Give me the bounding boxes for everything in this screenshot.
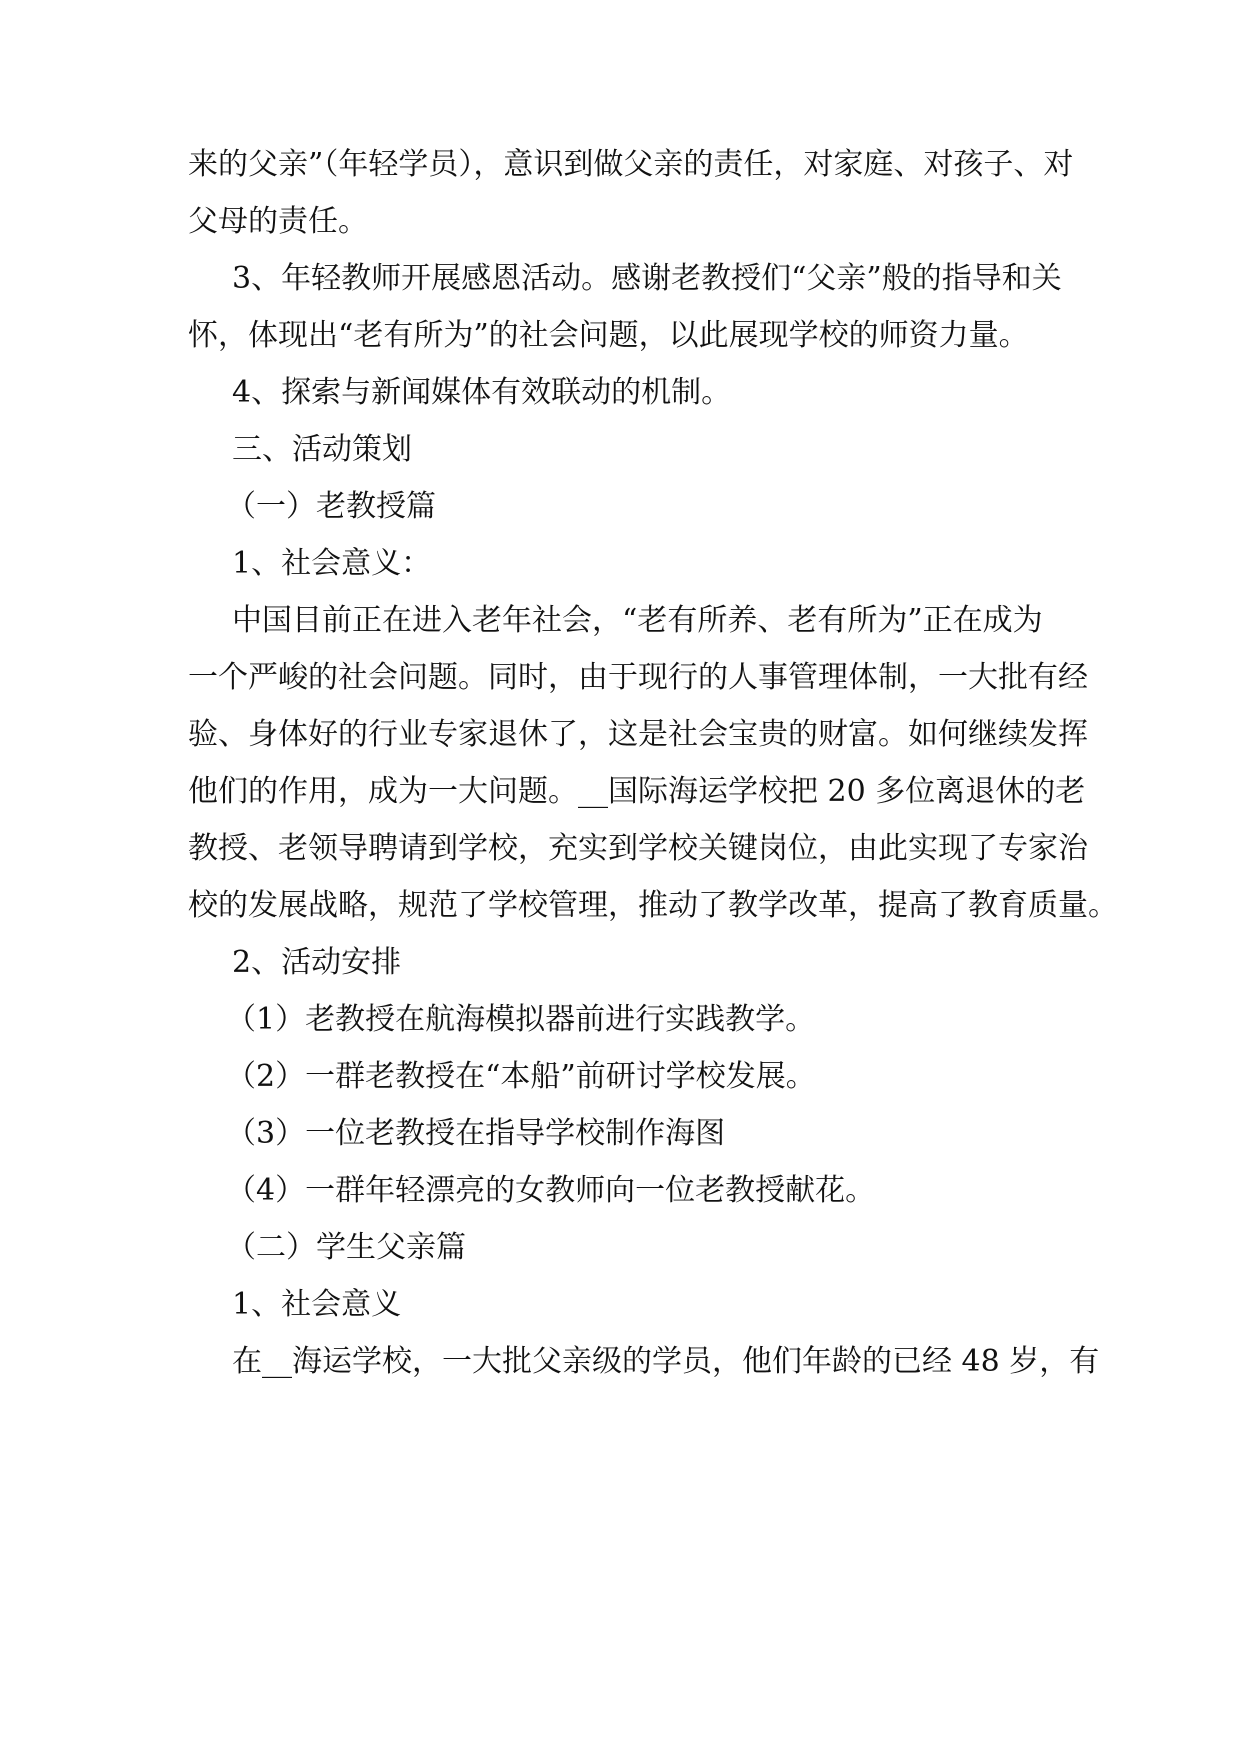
subsection-heading: （二）学生父亲篇 xyxy=(226,1230,466,1265)
paragraph-line: 他们的作用，成为一大问题。__国际海运学校把 20 多位离退休的老 xyxy=(188,774,1086,809)
paragraph-line: 中国目前正在进入老年社会，“老有所养、老有所为”正在成为 xyxy=(232,603,1043,638)
list-item: （1）老教授在航海模拟器前进行实践教学。 xyxy=(226,1002,816,1037)
list-item: （2）一群老教授在“本船”前研讨学校发展。 xyxy=(226,1059,816,1094)
list-item: （4）一群年轻漂亮的女教师向一位老教授献花。 xyxy=(226,1173,876,1208)
list-item: （3）一位老教授在指导学校制作海图 xyxy=(226,1116,726,1151)
paragraph-line: 校的发展战略，规范了学校管理，推动了教学改革，提高了教育质量。 xyxy=(188,888,1118,923)
paragraph-line: 一个严峻的社会问题。同时，由于现行的人事管理体制，一大批有经 xyxy=(188,660,1088,695)
paragraph-line: 怀，体现出“老有所为”的社会问题，以此展现学校的师资力量。 xyxy=(188,318,1029,353)
section-heading: 三、活动策划 xyxy=(232,432,412,467)
paragraph-line: 3、年轻教师开展感恩活动。感谢老教授们“父亲”般的指导和关 xyxy=(232,261,1062,296)
paragraph-line: 父母的责任。 xyxy=(188,204,368,239)
paragraph-line: 教授、老领导聘请到学校，充实到学校关键岗位，由此实现了专家治 xyxy=(188,831,1088,866)
subsection-heading: （一）老教授篇 xyxy=(226,489,436,524)
item-heading: 1、社会意义 xyxy=(232,1287,402,1322)
paragraph-line: 4、探索与新闻媒体有效联动的机制。 xyxy=(232,375,732,410)
paragraph-line: 验、身体好的行业专家退休了，这是社会宝贵的财富。如何继续发挥 xyxy=(188,717,1088,752)
item-heading: 1、社会意义： xyxy=(232,546,432,581)
paragraph-line: 来的父亲”（年轻学员），意识到做父亲的责任，对家庭、对孩子、对 xyxy=(188,147,1074,182)
item-heading: 2、活动安排 xyxy=(232,945,402,980)
paragraph-line: 在__海运学校，一大批父亲级的学员，他们年龄的已经 48 岁，有 xyxy=(232,1344,1100,1379)
